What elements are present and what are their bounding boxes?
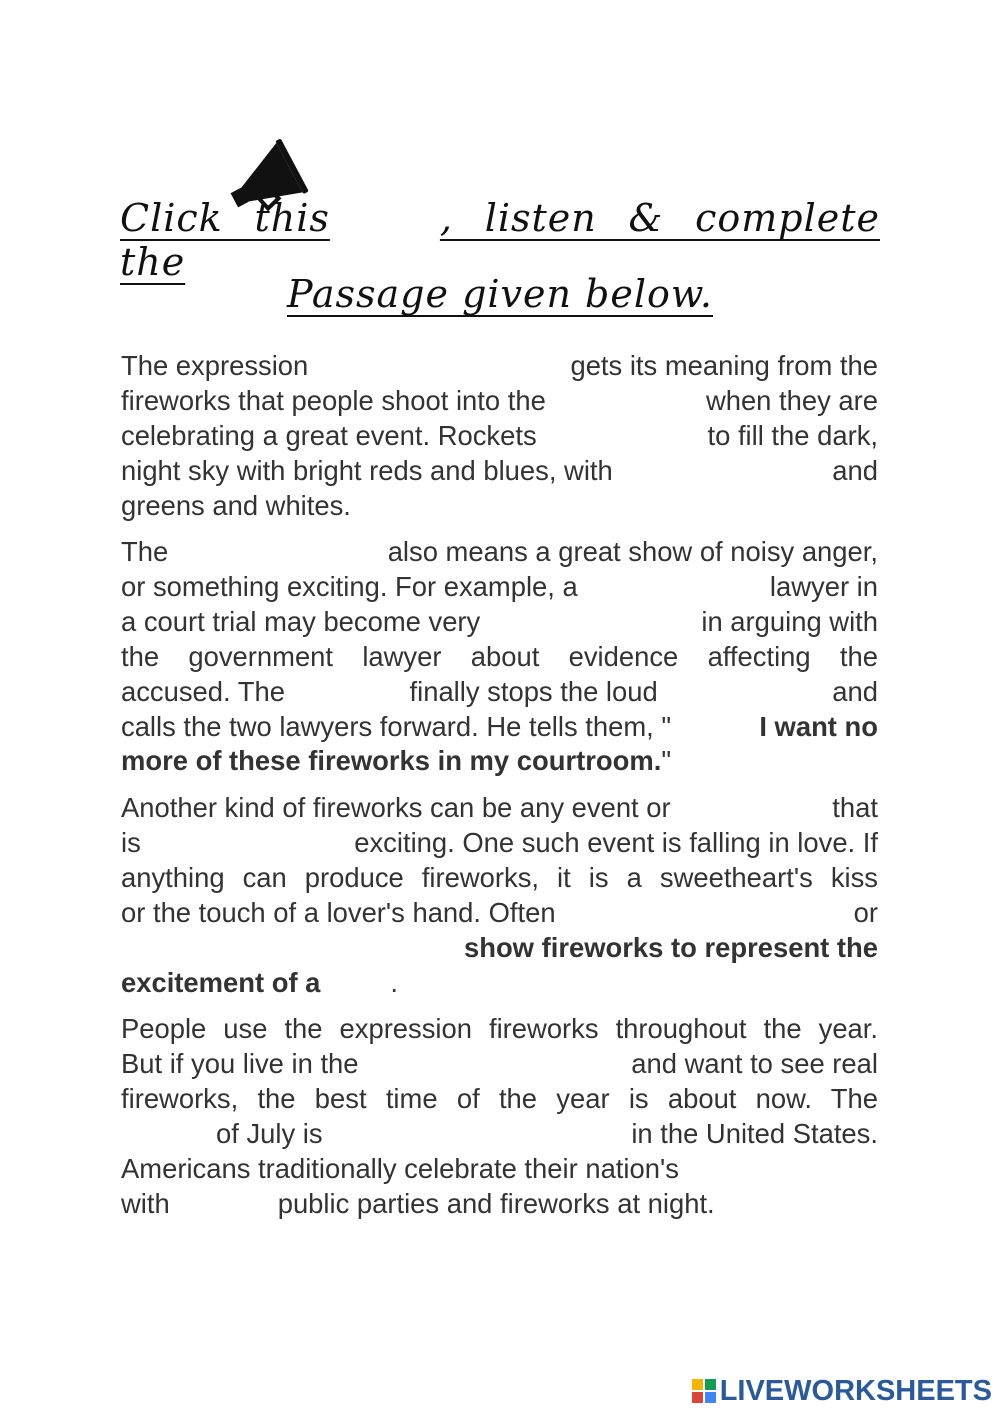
text-line: The expression gets its meaning from the	[121, 349, 878, 384]
logo-blocks-icon	[692, 1379, 716, 1403]
text-line: People use the expression fireworks throughout the year.	[121, 1013, 878, 1044]
heading-line-1	[120, 196, 880, 284]
blank-field[interactable]	[400, 1047, 590, 1082]
text-line: with public parties and fireworks at night.	[121, 1187, 715, 1219]
text-line: But if you live in the and want to see real	[121, 1047, 878, 1082]
text-line: celebrating a great event. Rockets to fill the dark,	[121, 419, 878, 454]
text-line: excitement of a .	[121, 966, 399, 998]
blank-field[interactable]	[352, 1117, 602, 1152]
paragraph-4	[121, 1012, 878, 1221]
text-line: a court trial may become very in arguing with	[121, 605, 878, 640]
blank-field[interactable]	[601, 384, 651, 419]
text-line: is exciting. One such event is falling in love. If	[121, 826, 878, 861]
text-line: or the touch of a lover's hand. Often or	[121, 896, 878, 931]
heading-line-2: Passage given below.	[287, 272, 713, 316]
brand-name: LIVEWORKSHEETS	[719, 1374, 992, 1407]
text-line: accused. The finally stops the loud and	[121, 675, 878, 710]
text-line: Another kind of fireworks can be any event or that	[121, 791, 878, 826]
blank-field[interactable]	[121, 931, 381, 966]
text-line: show fireworks to represent the	[121, 931, 878, 966]
text-line: the government lawyer about evidence affecting the	[121, 640, 878, 672]
blank-field[interactable]	[188, 826, 308, 861]
text-line: fireworks that people shoot into the when they are	[121, 384, 878, 419]
text-line: of July is in the United States.	[121, 1117, 878, 1152]
blank-field[interactable]	[650, 896, 760, 931]
blank-field[interactable]	[711, 791, 791, 826]
liveworksheets-logo	[692, 1376, 992, 1406]
megaphone-slot	[330, 221, 440, 231]
text-line: more of these fireworks in my courtroom."	[121, 745, 672, 777]
text-line: fireworks, the best time of the year is about now. The	[121, 1082, 878, 1114]
blank-field[interactable]	[577, 419, 667, 454]
text-line: anything can produce fireworks, it is a sweetheart's kiss	[121, 861, 878, 893]
blank-field[interactable]	[673, 454, 773, 489]
text-line: night sky with bright reds and blues, with and	[121, 454, 878, 489]
text-line: or something exciting. For example, a lawyer in	[121, 570, 878, 605]
paragraph-2	[121, 535, 878, 779]
text-line: Americans traditionally celebrate their nation's	[121, 1152, 679, 1184]
text-line: calls the two lawyers forward. He tells them, " I want no	[121, 710, 878, 742]
paragraph-1	[121, 349, 878, 524]
blank-field[interactable]	[317, 675, 377, 710]
blank-field[interactable]	[629, 570, 719, 605]
heading-text-start: Click this	[120, 196, 330, 240]
blank-field[interactable]	[379, 349, 499, 384]
blank-field[interactable]	[690, 675, 800, 710]
paragraph-3	[121, 791, 878, 1000]
blank-field[interactable]	[531, 605, 651, 640]
heading-text-end: , listen & complete the	[120, 196, 880, 284]
blank-field[interactable]	[208, 535, 348, 570]
text-line: The also means a great show of noisy anger,	[121, 535, 878, 570]
text-line: greens and whites.	[121, 489, 351, 521]
